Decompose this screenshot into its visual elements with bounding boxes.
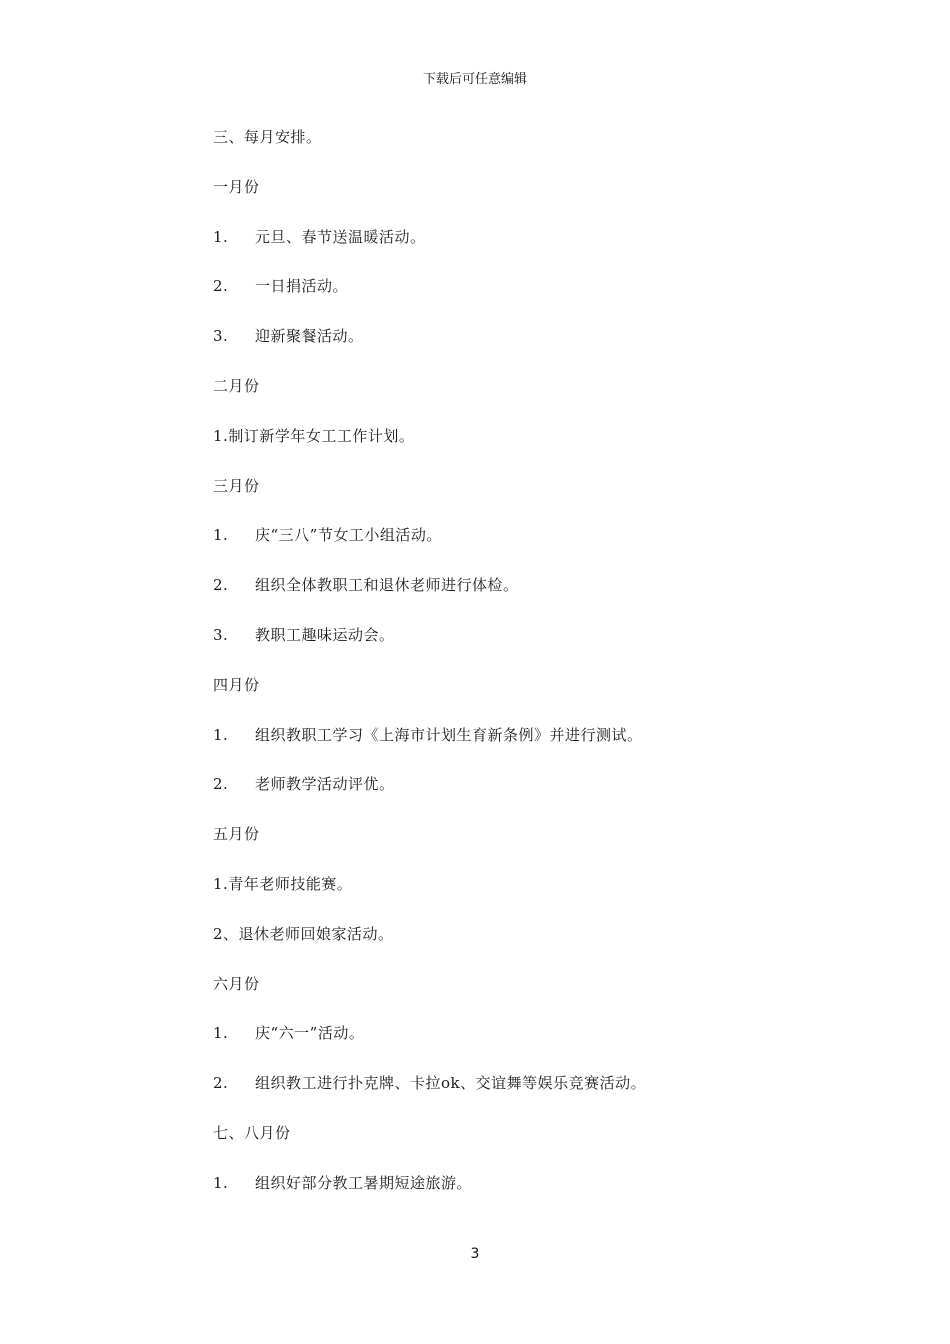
- list-item: [213, 1020, 813, 1070]
- item-number: 2.: [213, 775, 229, 794]
- item-number: 1.: [213, 725, 229, 744]
- item-text: 组织好部分教工暑期短途旅游。: [255, 1173, 473, 1192]
- item-number: 1.: [213, 426, 229, 445]
- month-heading-mar: 三月份: [213, 476, 260, 495]
- list-item: [213, 423, 813, 473]
- item-number: 1.: [213, 874, 229, 893]
- item-text: 庆“三八”节女工小组活动。: [255, 526, 442, 545]
- section-title: 三、每月安排。: [213, 128, 322, 146]
- item-text: 一日捐活动。: [255, 277, 349, 296]
- item-text: 教职工趣味运动会。: [255, 625, 395, 644]
- item-text: 组织教职工学习《上海市计划生育新条例》并进行测试。: [255, 725, 643, 744]
- item-number: 3.: [213, 327, 229, 346]
- item-text: 制订新学年女工工作计划。: [228, 426, 415, 445]
- list-item: [213, 1070, 813, 1120]
- list-item: [213, 323, 813, 373]
- item-number: 2.: [213, 576, 229, 595]
- item-number: 1.: [213, 1024, 229, 1043]
- document-body: [213, 124, 813, 1220]
- list-item: [213, 522, 813, 572]
- month-heading-jan: 一月份: [213, 177, 260, 196]
- item-number: 3.: [213, 625, 229, 644]
- list-item: [213, 921, 813, 971]
- list-item: [213, 622, 813, 672]
- item-text: 组织全体教职工和退休老师进行体检。: [255, 576, 519, 595]
- item-number: 1.: [213, 1173, 229, 1192]
- item-number: 2.: [213, 1074, 229, 1093]
- page-header: 下载后可任意编辑: [422, 72, 527, 87]
- list-item: [213, 1170, 813, 1220]
- list-item: [213, 273, 813, 323]
- month-heading-feb: 二月份: [213, 376, 260, 395]
- item-text: 组织教工进行扑克牌、卡拉ok、交谊舞等娱乐竞赛活动。: [255, 1074, 647, 1093]
- item-number: 2.: [213, 277, 229, 296]
- item-text: 元旦、春节送温暖活动。: [255, 227, 426, 246]
- item-text: 迎新聚餐活动。: [255, 327, 364, 346]
- item-text: 青年老师技能赛。: [228, 874, 353, 893]
- list-item: [213, 572, 813, 622]
- list-item: [213, 771, 813, 821]
- month-heading-jul-aug: 七、八月份: [213, 1123, 291, 1142]
- item-number: 1.: [213, 526, 229, 545]
- item-number: 2、: [213, 924, 239, 943]
- item-text: 退休老师回娘家活动。: [238, 924, 394, 943]
- page-number: 3: [470, 1246, 480, 1262]
- month-heading-apr: 四月份: [213, 675, 260, 694]
- month-heading-jun: 六月份: [213, 974, 260, 993]
- list-item: [213, 871, 813, 921]
- item-text: 老师教学活动评优。: [255, 775, 395, 794]
- list-item: [213, 722, 813, 772]
- item-text: 庆“六一”活动。: [255, 1024, 365, 1043]
- month-heading-may: 五月份: [213, 825, 260, 844]
- item-number: 1.: [213, 227, 229, 246]
- list-item: [213, 224, 813, 274]
